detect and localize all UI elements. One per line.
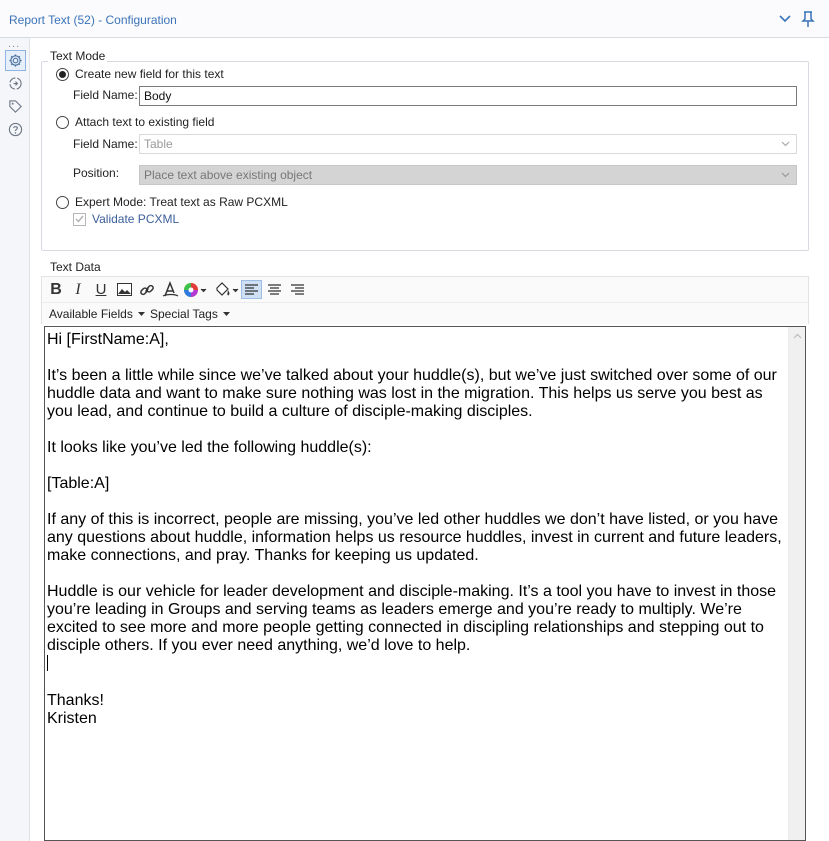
text-cursor <box>47 655 48 671</box>
attach-field-value: Table <box>144 137 173 151</box>
field-name-label: Field Name: <box>73 88 138 102</box>
editor-paragraph: Thanks! <box>47 692 104 709</box>
editor-paragraph: Huddle is our vehicle for leader development and disciple-making. It’s a tool you have to invest in those you’re leading in Groups and serving teams as leaders emerge and you’re ready to multiply. We’re excited to see more and more people getting connected in discipling relationships and stepping out to disciple others. If you ever need anything, we’d love to help. <box>47 583 781 654</box>
toolbar-divider <box>42 302 808 303</box>
help-icon[interactable] <box>5 119 26 140</box>
text-editor[interactable] <box>44 326 806 841</box>
chevron-down-icon <box>781 172 790 178</box>
align-center-icon[interactable] <box>265 280 283 299</box>
create-new-field-label: Create new field for this text <box>75 67 224 81</box>
sidebar <box>0 38 30 841</box>
annotation-icon[interactable] <box>5 96 26 117</box>
position-value: Place text above existing object <box>144 168 313 182</box>
editor-paragraph: Kristen <box>47 710 97 727</box>
attach-existing-label: Attach text to existing field <box>75 115 215 129</box>
connection-icon[interactable] <box>5 73 26 94</box>
chevron-down-icon <box>781 141 790 147</box>
checkbox[interactable] <box>73 213 86 226</box>
expert-mode-label: Expert Mode: Treat text as Raw PCXML <box>75 195 288 209</box>
editor-paragraph: [Table:A] <box>47 475 110 492</box>
window-title: Report Text (52) - Configuration <box>9 13 177 27</box>
title-bar <box>0 0 829 38</box>
editor-paragraph: Hi [FirstName:A], <box>47 331 169 348</box>
align-left-icon[interactable] <box>241 280 262 299</box>
pin-icon[interactable] <box>800 10 816 28</box>
attach-field-name-label: Field Name: <box>73 137 138 151</box>
align-right-icon[interactable] <box>288 280 306 299</box>
configuration-icon[interactable] <box>5 50 26 71</box>
editor-paragraph: If any of this is incorrect, people are missing, you’ve led other huddles we don’t have listed, or you have any questions about huddle, information helps us resource huddles, invest in current and future leaders, make connections, and pray. Thanks for keeping us updated. <box>47 511 787 564</box>
editor-paragraph: It’s been a little while since we’ve talked about your huddle(s), but we’ve just switched over some of our huddle data and want to make sure nothing was lost in the migration. This helps us serve you best as you lead, and continue to build a culture of disciple-making disciples. <box>47 367 782 420</box>
radio-unchecked[interactable] <box>56 116 69 129</box>
text-mode-title: Text Mode <box>50 49 106 63</box>
radio-checked[interactable] <box>56 68 69 81</box>
font-icon[interactable] <box>161 280 179 299</box>
validate-pcxml-checkbox[interactable] <box>73 212 179 226</box>
field-name-input[interactable]: Body <box>139 86 797 106</box>
radio-unchecked[interactable] <box>56 196 69 209</box>
bold-icon[interactable]: B <box>50 280 62 298</box>
formatting-toolbar <box>41 276 809 324</box>
available-fields-label: Available Fields <box>49 307 133 321</box>
special-tags-label: Special Tags <box>150 307 218 321</box>
text-data-title: Text Data <box>50 260 101 274</box>
editor-scrollbar[interactable] <box>788 327 805 840</box>
underline-icon[interactable]: U <box>95 281 107 298</box>
link-icon[interactable] <box>138 280 156 299</box>
image-icon[interactable] <box>115 280 133 299</box>
fill-color-icon[interactable] <box>214 280 240 299</box>
editor-content[interactable] <box>47 331 787 728</box>
position-label: Position: <box>73 166 120 180</box>
validate-pcxml-label: Validate PCXML <box>92 212 180 226</box>
editor-paragraph: It looks like you’ve led the following huddle(s): <box>47 439 372 456</box>
caret-down-icon <box>223 312 230 316</box>
italic-icon[interactable]: I <box>75 280 81 298</box>
create-new-field-radio[interactable] <box>56 67 224 81</box>
expert-mode-radio[interactable] <box>56 195 288 209</box>
position-select[interactable] <box>139 165 797 185</box>
caret-down-icon <box>138 312 145 316</box>
check-icon <box>75 215 84 223</box>
special-tags-dropdown[interactable] <box>150 307 230 321</box>
scroll-up-icon[interactable] <box>793 333 802 339</box>
attach-field-select[interactable] <box>139 134 797 154</box>
text-cursor-line <box>47 655 787 674</box>
attach-existing-radio[interactable] <box>56 115 214 129</box>
more-options[interactable]: ... <box>8 38 21 50</box>
available-fields-dropdown[interactable] <box>49 307 145 321</box>
color-icon[interactable] <box>183 280 209 299</box>
chevron-down-icon[interactable] <box>778 13 792 25</box>
